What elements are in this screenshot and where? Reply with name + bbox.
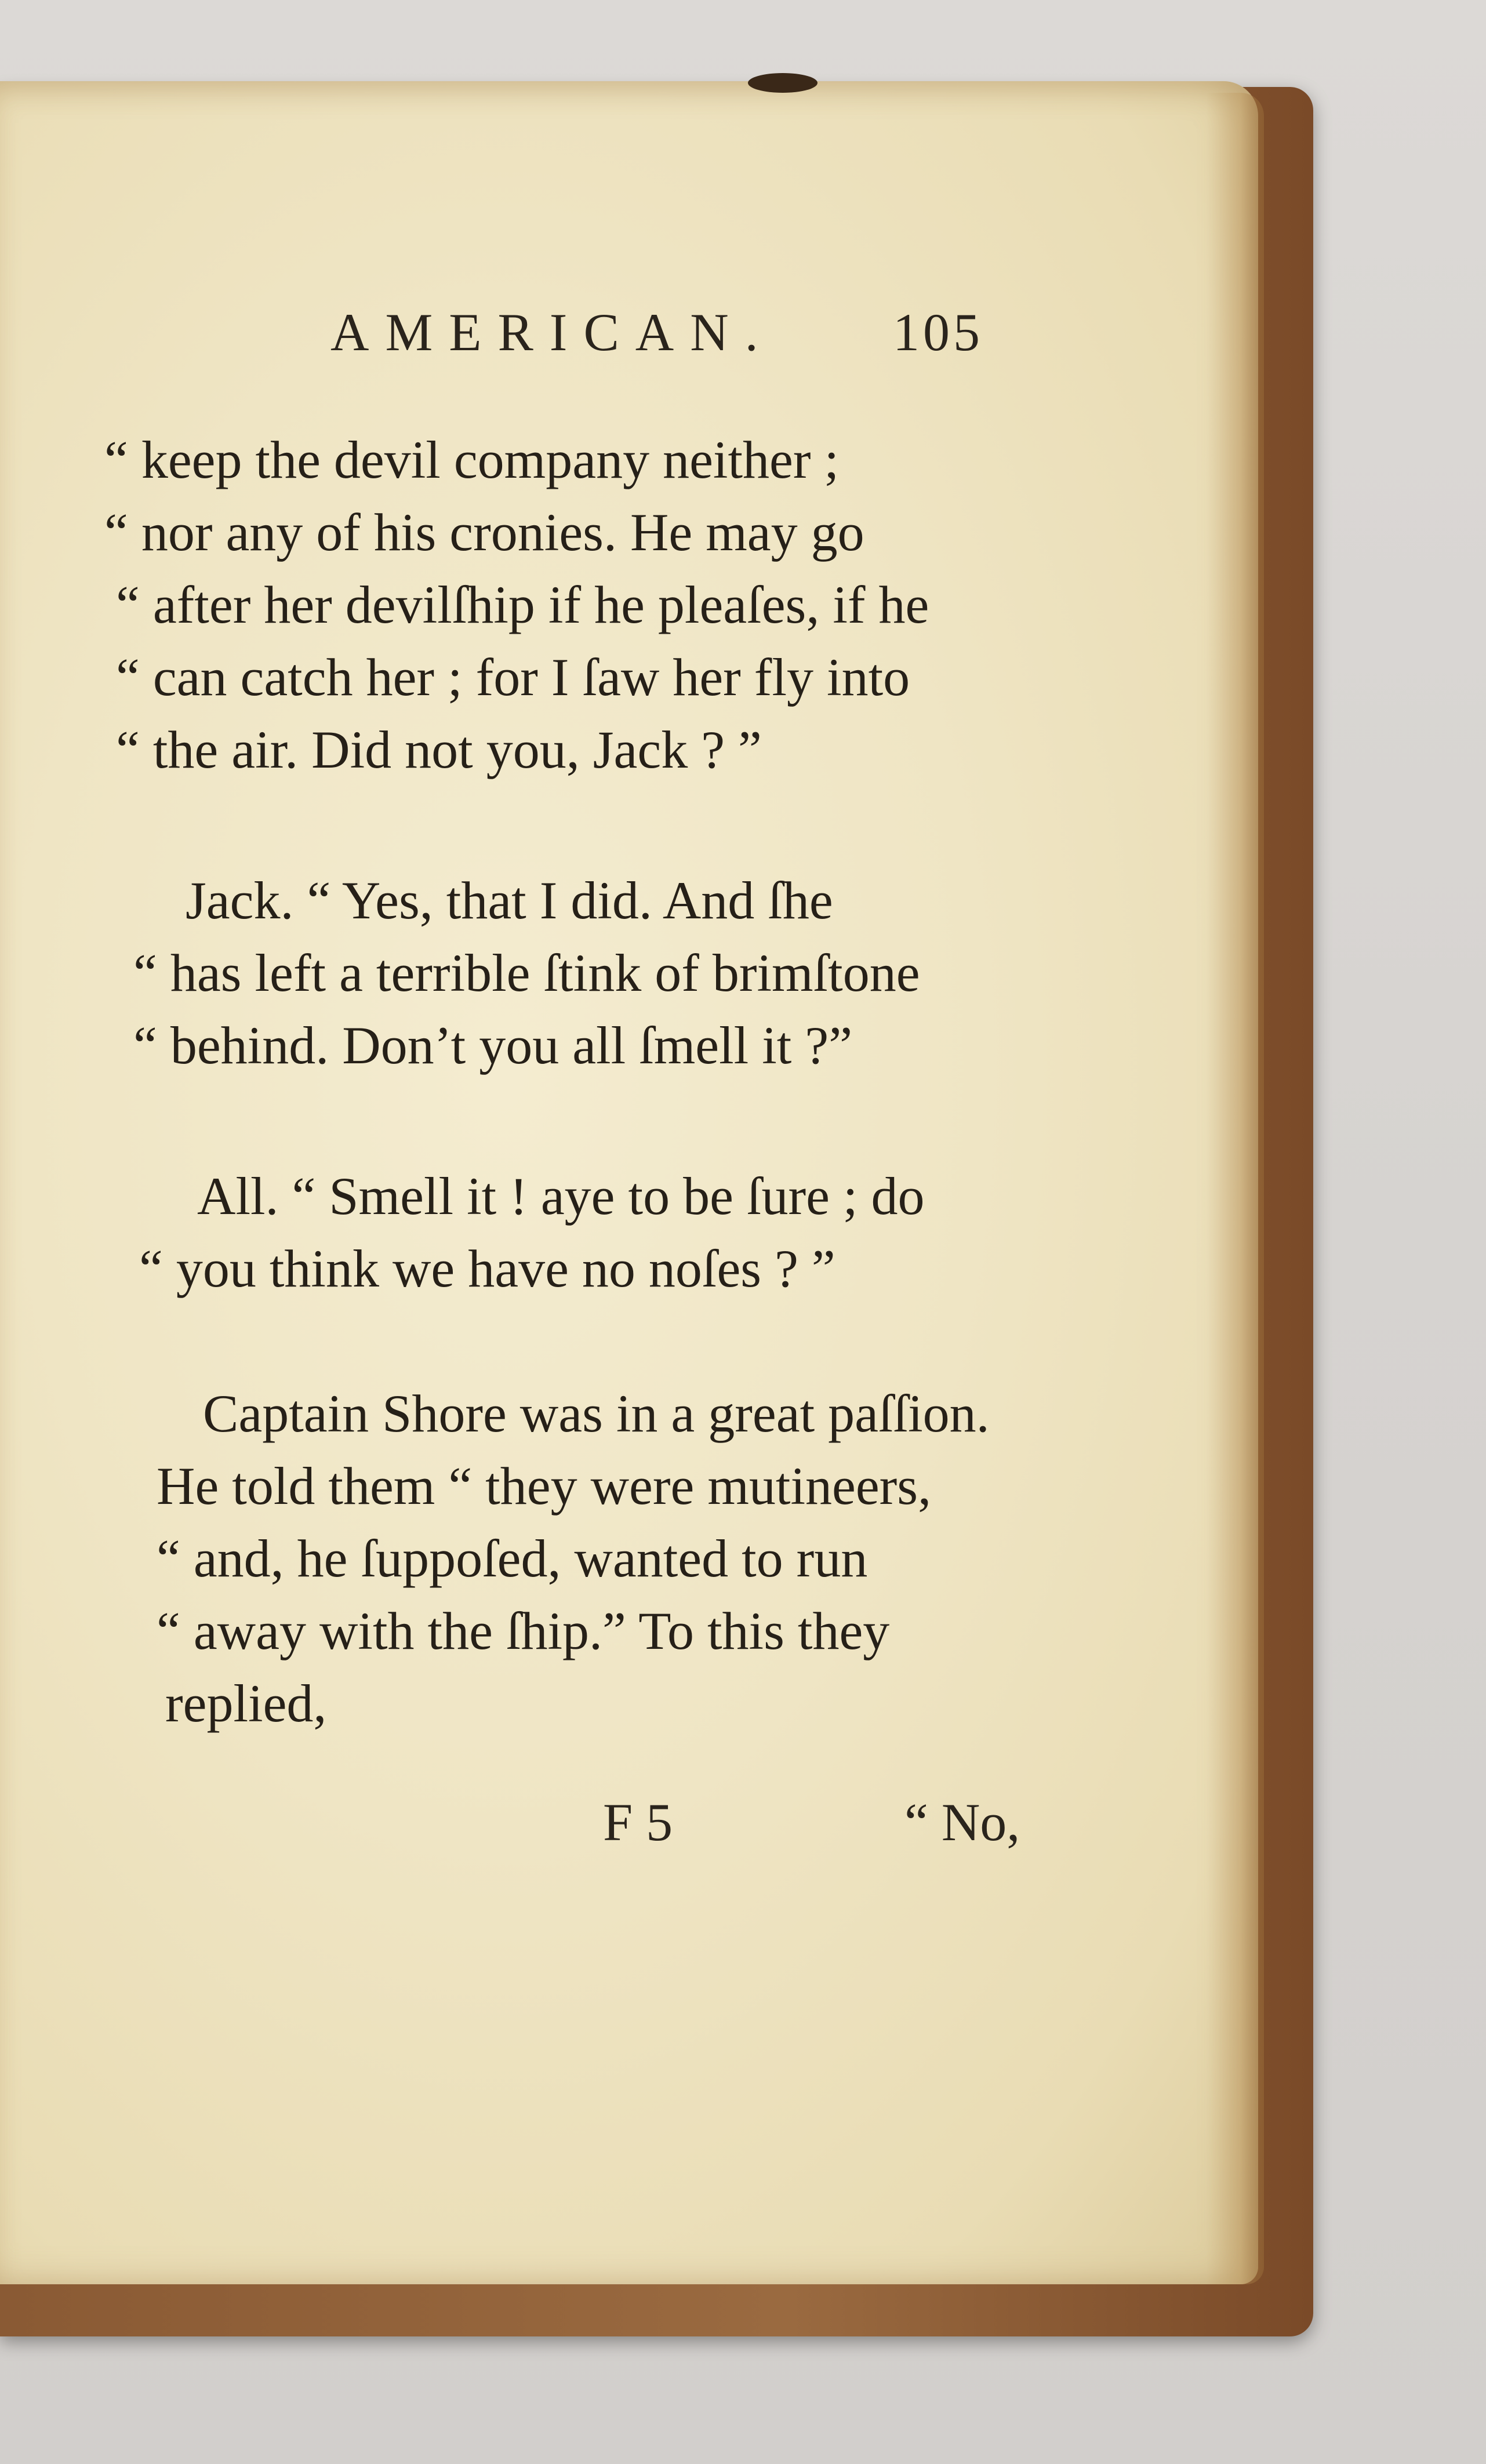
text-line: “ nor any of his cronies. He may go: [104, 503, 864, 562]
signature-mark: F 5: [603, 1793, 673, 1852]
text-line: “ away with the ſhip.” To this they: [157, 1601, 890, 1660]
text-line: “ can catch her ; for I ſaw her fly into: [116, 648, 910, 707]
text-line: “ keep the devil company neither ;: [104, 430, 840, 489]
text-line-jack: Jack. “ Yes, that I did. And ſhe: [186, 871, 833, 930]
text-line: “ you think we have no noſes ? ”: [139, 1239, 835, 1298]
text-line: “ behind. Don’t you all ſmell it ?”: [133, 1016, 853, 1075]
binding-mark: [748, 73, 818, 93]
text-line: He told them “ they were mutineers,: [157, 1456, 932, 1516]
page-edge: [1206, 93, 1264, 2284]
running-header: AMERICAN.: [330, 303, 775, 362]
catchword: “ No,: [904, 1793, 1020, 1852]
text-line: Captain Shore was in a great paſſion.: [203, 1384, 990, 1443]
text-line: “ and, he ſuppoſed, wanted to run: [157, 1529, 868, 1588]
text-line: “ has left a terrible ſtink of brimſtone: [133, 943, 920, 1002]
page-number: 105: [893, 303, 983, 362]
text-line-all: All. “ Smell it ! aye to be ſure ; do: [197, 1166, 925, 1226]
text-line: replied,: [165, 1674, 327, 1733]
text-line: “ after her devilſhip if he pleaſes, if he: [116, 575, 929, 634]
text-line: “ the air. Did not you, Jack ? ”: [116, 720, 762, 779]
